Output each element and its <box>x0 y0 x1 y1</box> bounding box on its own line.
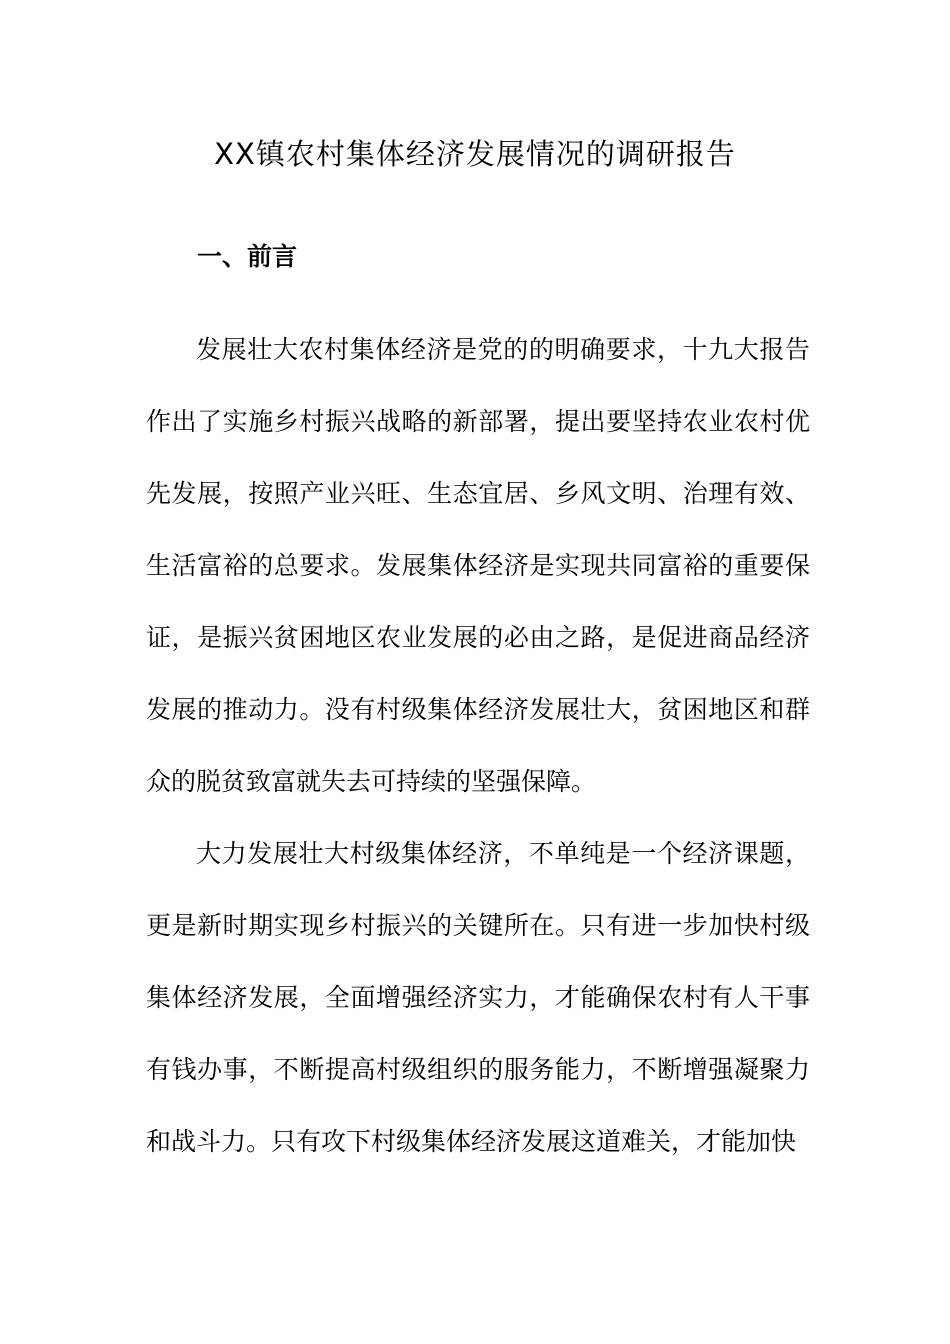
body-paragraph: 发展壮大农村集体经济是党的的明确要求，十九大报告作出了实施乡村振兴战略的新部署，提出要坚持农业农村优先发展，按照产业兴旺、生态宜居、乡风文明、治理有效、生活富裕的总要求。发展集体经济是实现共同富裕的重要保证，是振兴贫困地区农业发展的必由之路，是促进商品经济发展的推动力。没有村级集体经济发展壮大，贫困地区和群众的脱贫致富就失去可持续的坚强保障。 <box>146 335 810 796</box>
document-title: XX镇农村集体经济发展情况的调研报告 <box>214 137 736 171</box>
section-heading-preface: 一、前言 <box>197 242 298 271</box>
body-paragraph: 大力发展壮大村级集体经济，不单纯是一个经济课题，更是新时期实现乡村振兴的关键所在。只有进一步加快村级集体经济发展，全面增强经济实力，才能确保农村有人干事有钱办事，不断提高村级组织的服务能力，不断增强凝聚力和战斗力。只有攻下村级集体经济发展这道难关，才能加快 <box>146 839 810 1156</box>
